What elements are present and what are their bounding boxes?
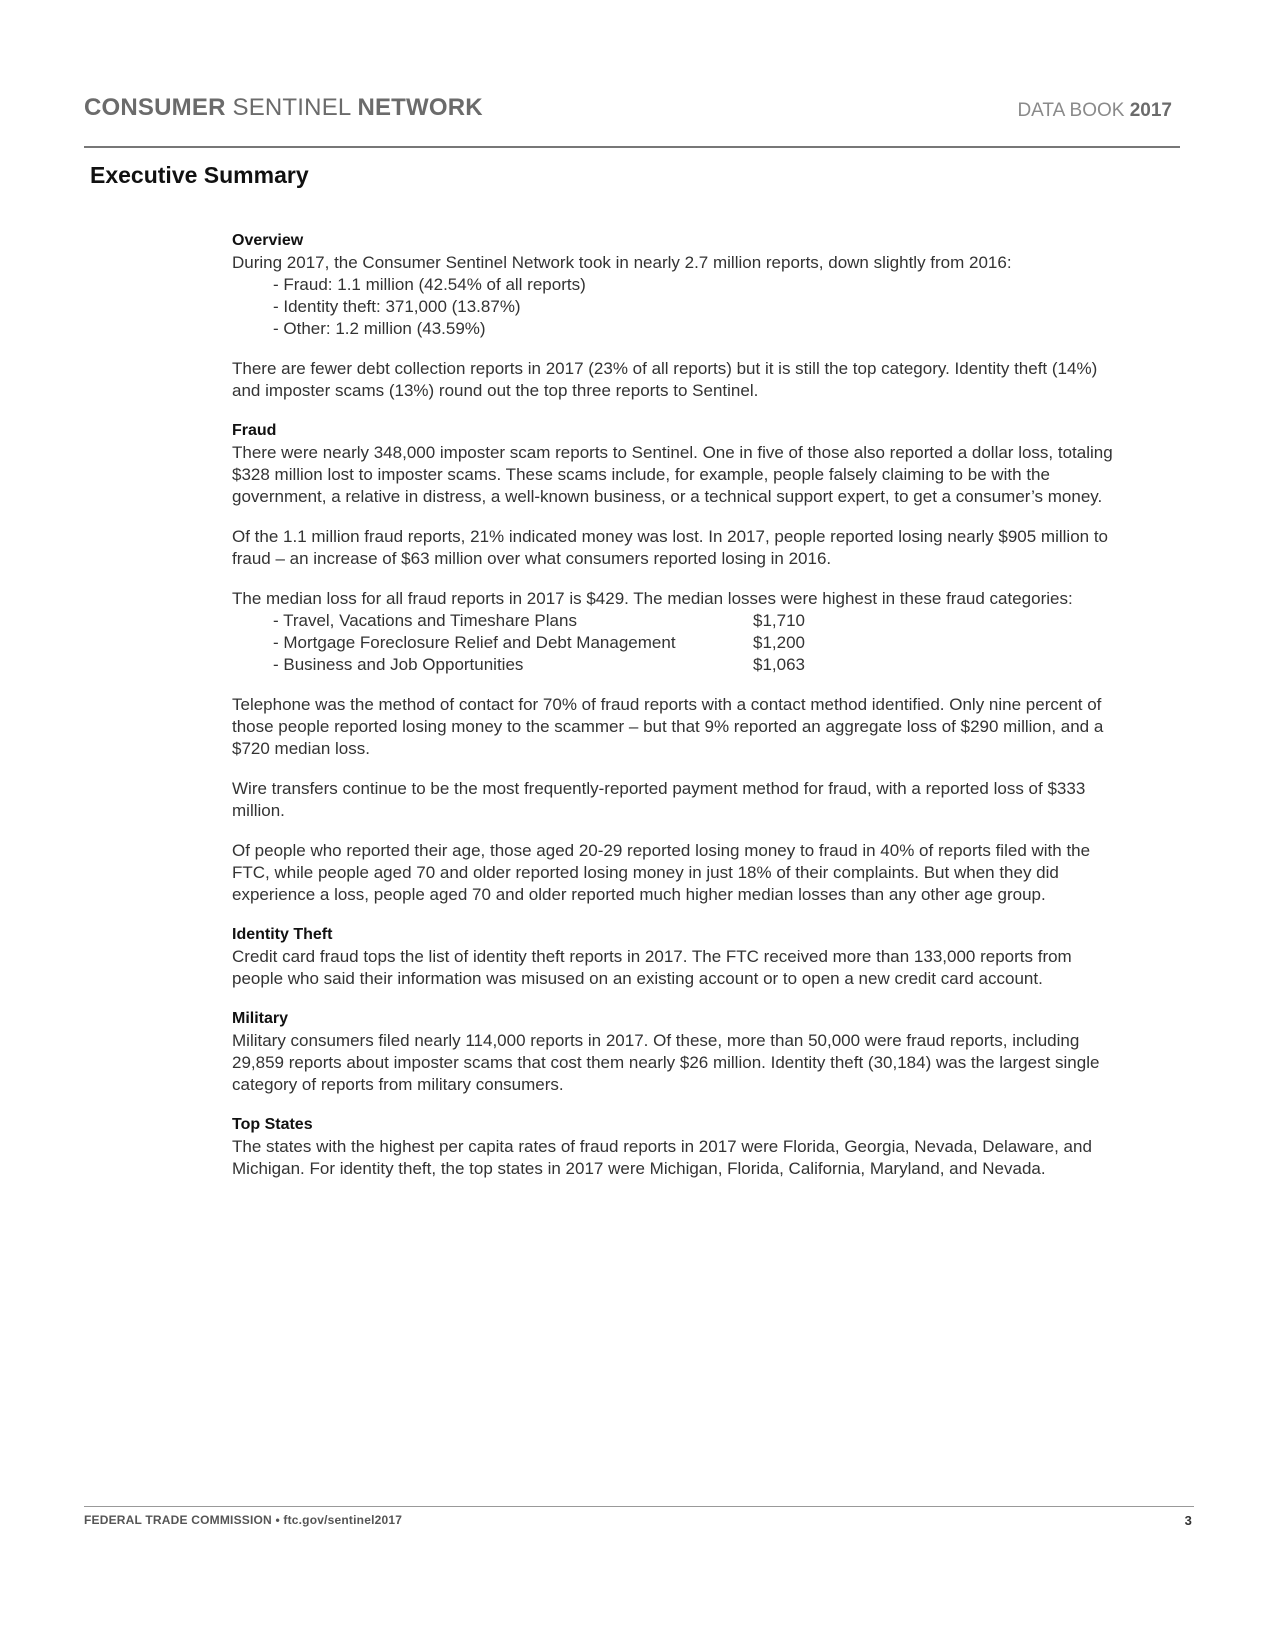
data-book-text: DATA BOOK [1017,100,1125,121]
category-value: $1,200 [753,633,805,652]
top-states-paragraph: The states with the highest per capita rates of fraud reports in 2017 were Florida, Georgia, Nevada, Delaware, and Michigan. For identity theft, the top states in 2017 were Michigan, Florida, California, Maryland, and Nevada. [232,1137,1092,1178]
summary-content [232,230,1122,1198]
top-states-heading: Top States [232,1116,313,1133]
brand-sentinel: SENTINEL [232,94,351,121]
category-label: - Business and Job Opportunities [273,655,524,674]
overview-bullets [273,274,1122,340]
table-row [273,632,1122,654]
page-header [84,94,1180,148]
page-title: Executive Summary [90,162,309,188]
brand-network: NETWORK [357,94,483,121]
category-label: - Travel, Vacations and Timeshare Plans [273,611,577,630]
fraud-paragraph-1: There were nearly 348,000 imposter scam reports to Sentinel. One in five of those also reported a dollar loss, totaling $328 million lost to imposter scams. These scams include, for example, people falsely claiming to be with the government, a relative in distress, a well-known business, or a technical support expert, to get a consumer’s money. [232,443,1113,506]
military-heading: Military [232,1010,289,1027]
list-item: - Identity theft: 371,000 (13.87%) [273,297,521,316]
table-row [273,654,1122,676]
median-loss-table [273,610,1122,676]
fraud-paragraph-5: Wire transfers continue to be the most frequently-reported payment method for fraud, with a reported loss of $333 million. [232,779,1086,820]
category-value: $1,710 [753,611,805,630]
report-brand [84,94,483,122]
page-number: 3 [1184,1513,1192,1528]
data-book-label [1017,100,1172,122]
identity-theft-heading: Identity Theft [232,926,333,943]
military-paragraph: Military consumers filed nearly 114,000 reports in 2017. Of these, more than 50,000 were fraud reports, including 29,859 reports about imposter scams that cost them nearly $26 million. Identity theft (30,184) was the largest single category of reports from military consumers. [232,1031,1100,1094]
category-label: - Mortgage Foreclosure Relief and Debt Management [273,633,676,652]
category-value: $1,063 [753,655,805,674]
footer-source: FEDERAL TRADE COMMISSION • ftc.gov/sentinel2017 [84,1513,403,1527]
table-row [273,610,1122,632]
brand-consumer: CONSUMER [84,94,226,121]
overview-heading: Overview [232,232,304,249]
fraud-paragraph-4: Telephone was the method of contact for 70% of fraud reports with a contact method identified. Only nine percent of those people reported losing money to the scammer – but that 9% reported an aggregate loss of $290 million, and a $720 median loss. [232,695,1104,758]
fraud-paragraph-3: The median loss for all fraud reports in 2017 is $429. The median losses were highest in these fraud categories: [232,589,1073,608]
overview-paragraph: There are fewer debt collection reports in 2017 (23% of all reports) but it is still the top category. Identity theft (14%) and imposter scams (13%) round out the top three reports to Sentinel. [232,359,1098,400]
identity-theft-paragraph: Credit card fraud tops the list of identity theft reports in 2017. The FTC received more than 133,000 reports from people who said their information was misused on an existing account or to open a new credit card account. [232,947,1072,988]
fraud-paragraph-6: Of people who reported their age, those aged 20-29 reported losing money to fraud in 40% of reports filed with the FTC, while people aged 70 and older reported losing money in just 18% of their complaints. But when they did experience a loss, people aged 70 and older reported much higher median losses than any other age group. [232,841,1091,904]
fraud-heading: Fraud [232,422,277,439]
list-item: - Other: 1.2 million (43.59%) [273,319,486,338]
list-item: - Fraud: 1.1 million (42.54% of all reports) [273,275,586,294]
data-book-year: 2017 [1129,100,1172,121]
page-footer [84,1506,1194,1527]
fraud-paragraph-2: Of the 1.1 million fraud reports, 21% indicated money was lost. In 2017, people reported losing nearly $905 million to fraud – an increase of $63 million over what consumers reported losing in 2016. [232,527,1108,568]
overview-intro: During 2017, the Consumer Sentinel Network took in nearly 2.7 million reports, down slightly from 2016: [232,253,1012,272]
